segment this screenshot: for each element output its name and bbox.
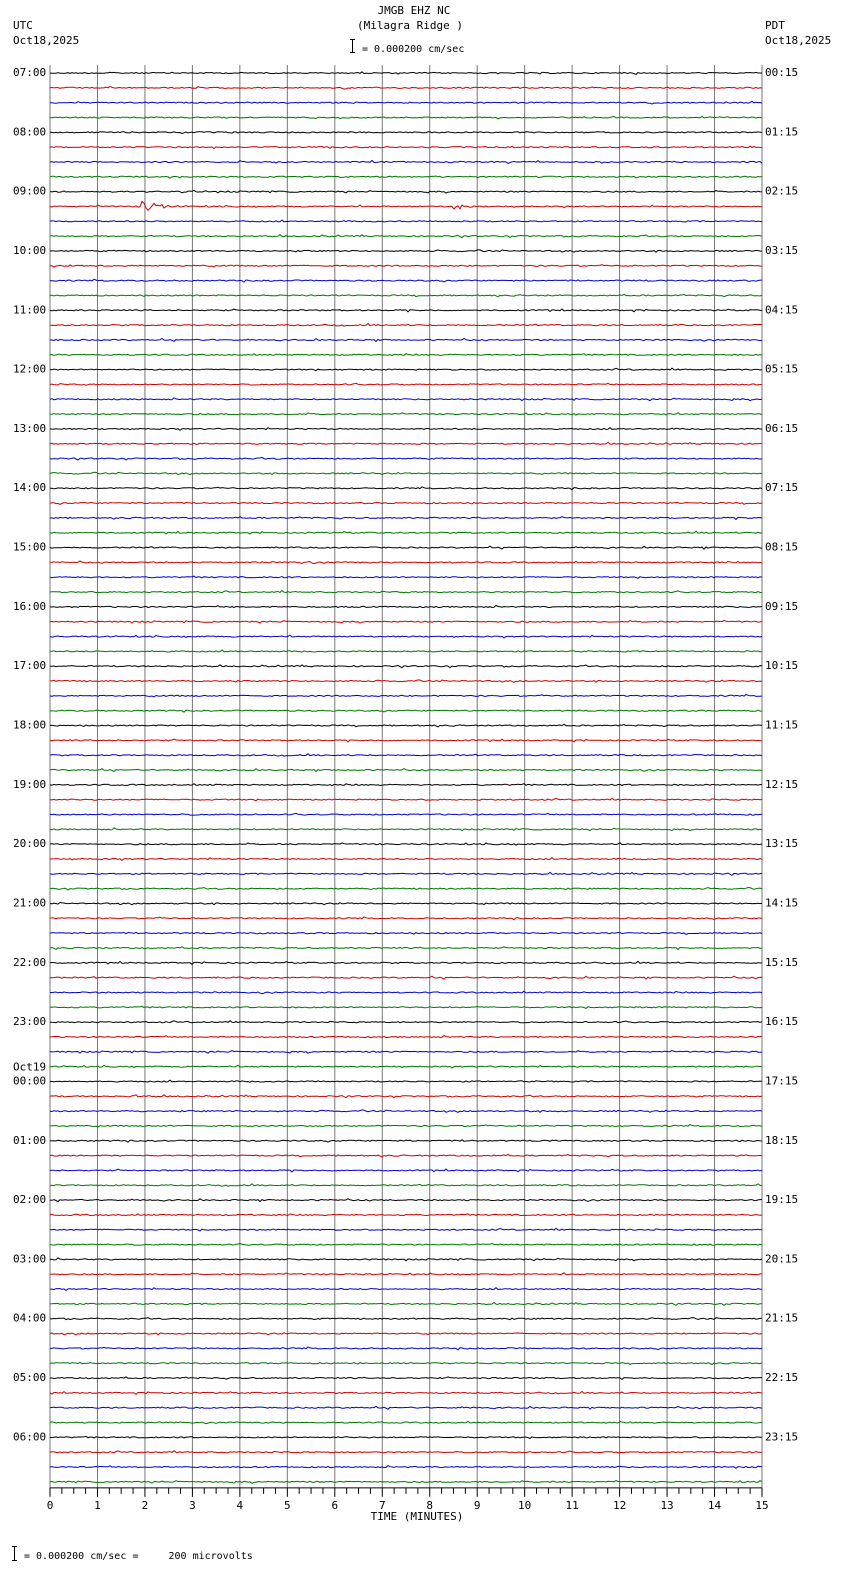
x-tick-label-13: 13 bbox=[660, 1498, 674, 1512]
trace-row-48 bbox=[50, 784, 762, 786]
trace-row-93 bbox=[50, 1451, 762, 1453]
trace-row-36 bbox=[50, 605, 762, 607]
utc-label-5: 12:00 bbox=[13, 362, 47, 376]
trace-row-17 bbox=[50, 324, 762, 327]
trace-row-50 bbox=[50, 813, 762, 815]
trace-row-59 bbox=[50, 947, 762, 950]
trace-row-77 bbox=[50, 1214, 762, 1216]
trace-row-30 bbox=[50, 517, 762, 520]
utc-label-19: 02:00 bbox=[13, 1193, 47, 1207]
trace-row-3 bbox=[50, 116, 762, 119]
left-date: Oct18,2025 bbox=[13, 34, 80, 47]
utc-label-17: 00:00 bbox=[13, 1074, 47, 1088]
trace-row-38 bbox=[50, 635, 762, 638]
trace-row-88 bbox=[50, 1377, 762, 1380]
utc-label-16: 23:00 bbox=[13, 1015, 47, 1029]
date-change-label: Oct19 bbox=[13, 1060, 47, 1074]
trace-row-53 bbox=[50, 858, 762, 861]
x-tick-label-1: 1 bbox=[94, 1498, 101, 1512]
trace-row-91 bbox=[50, 1421, 762, 1423]
trace-row-34 bbox=[50, 576, 762, 578]
utc-label-3: 10:00 bbox=[13, 243, 47, 257]
trace-row-63 bbox=[50, 1006, 762, 1008]
trace-row-41 bbox=[50, 680, 762, 682]
pdt-label-11: 11:15 bbox=[765, 718, 799, 732]
trace-row-92 bbox=[50, 1436, 762, 1438]
x-axis bbox=[47, 1488, 769, 1512]
left-timezone: UTC bbox=[13, 19, 33, 32]
trace-row-70 bbox=[50, 1110, 762, 1112]
trace-row-95 bbox=[50, 1481, 762, 1484]
utc-label-13: 20:00 bbox=[13, 837, 47, 851]
footer-scale-note: = 0.000200 cm/sec = 200 microvolts bbox=[24, 1551, 253, 1562]
x-axis-label: TIME (MINUTES) bbox=[370, 1510, 464, 1523]
pdt-label-1: 01:15 bbox=[765, 125, 799, 139]
utc-label-2: 09:00 bbox=[13, 184, 47, 198]
trace-row-82 bbox=[50, 1288, 762, 1291]
trace-row-51 bbox=[50, 828, 762, 831]
pdt-label-15: 15:15 bbox=[765, 955, 799, 969]
trace-row-71 bbox=[50, 1125, 762, 1128]
trace-row-64 bbox=[50, 1021, 762, 1023]
pdt-label-17: 17:15 bbox=[765, 1074, 799, 1088]
trace-row-56 bbox=[50, 903, 762, 905]
pdt-label-12: 12:15 bbox=[765, 777, 799, 791]
x-tick-label-11: 11 bbox=[565, 1498, 579, 1512]
trace-row-75 bbox=[50, 1184, 762, 1187]
trace-row-66 bbox=[50, 1051, 762, 1054]
trace-row-13 bbox=[50, 265, 762, 267]
footer-scale-cap-top bbox=[12, 1546, 17, 1547]
trace-row-15 bbox=[50, 294, 762, 297]
trace-row-16 bbox=[50, 309, 762, 312]
x-tick-label-8: 8 bbox=[426, 1498, 434, 1512]
trace-row-19 bbox=[50, 354, 762, 356]
trace-row-67 bbox=[50, 1065, 762, 1068]
trace-row-37 bbox=[50, 620, 762, 623]
trace-row-2 bbox=[50, 101, 762, 104]
trace-row-65 bbox=[50, 1036, 762, 1038]
trace-row-10 bbox=[50, 220, 762, 222]
trace-row-0 bbox=[50, 72, 762, 75]
x-tick-label-2: 2 bbox=[141, 1498, 149, 1512]
trace-row-7 bbox=[50, 176, 762, 178]
trace-row-81 bbox=[50, 1273, 762, 1275]
trace-row-45 bbox=[50, 739, 762, 742]
trace-row-69 bbox=[50, 1095, 762, 1098]
trace-row-86 bbox=[50, 1347, 762, 1350]
x-tick-label-3: 3 bbox=[189, 1498, 196, 1512]
trace-row-89 bbox=[50, 1391, 762, 1394]
trace-row-12 bbox=[50, 250, 762, 252]
trace-row-84 bbox=[50, 1318, 762, 1320]
trace-row-58 bbox=[50, 932, 762, 934]
utc-label-9: 16:00 bbox=[13, 599, 47, 613]
footer-scale-cap-bottom bbox=[12, 1560, 17, 1561]
trace-row-8 bbox=[50, 190, 762, 193]
utc-label-4: 11:00 bbox=[13, 303, 47, 317]
trace-row-35 bbox=[50, 591, 762, 593]
utc-label-18: 01:00 bbox=[13, 1133, 47, 1147]
trace-row-79 bbox=[50, 1243, 762, 1245]
trace-row-4 bbox=[50, 132, 762, 134]
pdt-label-22: 22:15 bbox=[765, 1371, 799, 1385]
x-tick-label-12: 12 bbox=[612, 1498, 627, 1512]
right-timezone: PDT bbox=[765, 19, 785, 32]
trace-row-28 bbox=[50, 487, 762, 490]
utc-label-1: 08:00 bbox=[13, 125, 47, 139]
x-tick-label-10: 10 bbox=[518, 1498, 532, 1512]
trace-row-55 bbox=[50, 888, 762, 891]
trace-row-40 bbox=[50, 665, 762, 668]
trace-row-29 bbox=[50, 502, 762, 504]
trace-row-26 bbox=[50, 457, 762, 460]
trace-row-68 bbox=[50, 1080, 762, 1082]
utc-label-7: 14:00 bbox=[13, 481, 47, 495]
utc-label-14: 21:00 bbox=[13, 896, 47, 910]
trace-row-14 bbox=[50, 279, 762, 282]
pdt-label-10: 10:15 bbox=[765, 659, 799, 673]
trace-row-61 bbox=[50, 976, 762, 979]
site-name: (Milagra Ridge ) bbox=[357, 19, 463, 32]
trace-row-5 bbox=[50, 146, 762, 148]
trace-row-9 bbox=[50, 202, 762, 211]
footer-scale-icon bbox=[14, 1546, 15, 1560]
trace-row-1 bbox=[50, 86, 762, 89]
trace-row-20 bbox=[50, 368, 762, 371]
trace-row-33 bbox=[50, 561, 762, 564]
pdt-label-19: 19:15 bbox=[765, 1193, 799, 1207]
utc-label-10: 17:00 bbox=[13, 659, 47, 673]
trace-row-73 bbox=[50, 1154, 762, 1157]
pdt-label-21: 21:15 bbox=[765, 1311, 799, 1325]
trace-row-27 bbox=[50, 472, 762, 474]
pdt-label-23: 23:15 bbox=[765, 1430, 799, 1444]
utc-label-11: 18:00 bbox=[13, 718, 47, 732]
x-tick-label-9: 9 bbox=[473, 1498, 481, 1512]
trace-row-11 bbox=[50, 235, 762, 238]
trace-row-6 bbox=[50, 161, 762, 164]
utc-label-22: 05:00 bbox=[13, 1371, 47, 1385]
x-tick-label-15: 15 bbox=[755, 1498, 769, 1512]
pdt-label-18: 18:15 bbox=[765, 1133, 799, 1147]
trace-row-76 bbox=[50, 1199, 762, 1202]
trace-row-85 bbox=[50, 1333, 762, 1335]
trace-row-25 bbox=[50, 442, 762, 444]
pdt-label-8: 08:15 bbox=[765, 540, 799, 554]
right-date: Oct18,2025 bbox=[765, 34, 832, 47]
scale-label: = 0.000200 cm/sec bbox=[362, 44, 465, 55]
trace-row-78 bbox=[50, 1228, 762, 1231]
utc-label-8: 15:00 bbox=[13, 540, 47, 554]
pdt-label-20: 20:15 bbox=[765, 1252, 799, 1266]
pdt-label-9: 09:15 bbox=[765, 599, 799, 613]
pdt-label-2: 02:15 bbox=[765, 184, 799, 198]
trace-row-47 bbox=[50, 769, 762, 772]
pdt-label-4: 04:15 bbox=[765, 303, 799, 317]
trace-row-44 bbox=[50, 724, 762, 727]
trace-row-31 bbox=[50, 531, 762, 534]
trace-row-23 bbox=[50, 413, 762, 415]
x-tick-label-4: 4 bbox=[236, 1498, 244, 1512]
trace-row-24 bbox=[50, 428, 762, 431]
trace-row-42 bbox=[50, 694, 762, 697]
x-tick-label-0: 0 bbox=[46, 1498, 54, 1512]
pdt-hour-labels bbox=[765, 66, 798, 1443]
trace-row-21 bbox=[50, 383, 762, 385]
pdt-label-7: 07:15 bbox=[765, 481, 799, 495]
utc-label-0: 07:00 bbox=[13, 66, 47, 79]
trace-row-90 bbox=[50, 1406, 762, 1409]
trace-row-83 bbox=[50, 1303, 762, 1306]
pdt-label-3: 03:15 bbox=[765, 243, 799, 257]
trace-row-87 bbox=[50, 1362, 762, 1364]
x-tick-label-14: 14 bbox=[707, 1498, 722, 1512]
pdt-label-13: 13:15 bbox=[765, 837, 799, 851]
utc-label-12: 19:00 bbox=[13, 777, 47, 791]
utc-label-21: 04:00 bbox=[13, 1311, 47, 1325]
trace-lines bbox=[50, 72, 762, 1484]
trace-row-80 bbox=[50, 1258, 762, 1261]
utc-label-15: 22:00 bbox=[13, 955, 47, 969]
trace-row-94 bbox=[50, 1466, 762, 1469]
x-tick-label-6: 6 bbox=[331, 1498, 339, 1512]
x-tick-label-5: 5 bbox=[284, 1498, 291, 1512]
utc-hour-labels bbox=[13, 66, 46, 1443]
utc-label-20: 03:00 bbox=[13, 1252, 47, 1266]
trace-row-49 bbox=[50, 798, 762, 801]
trace-row-52 bbox=[50, 843, 762, 845]
trace-row-43 bbox=[50, 710, 762, 712]
trace-row-18 bbox=[50, 339, 762, 342]
pdt-label-6: 06:15 bbox=[765, 421, 799, 435]
pdt-label-5: 05:15 bbox=[765, 362, 799, 376]
pdt-label-0: 00:15 bbox=[765, 66, 799, 79]
trace-row-57 bbox=[50, 917, 762, 920]
pdt-label-16: 16:15 bbox=[765, 1015, 799, 1029]
trace-row-22 bbox=[50, 398, 762, 401]
trace-row-46 bbox=[50, 754, 762, 757]
pdt-label-14: 14:15 bbox=[765, 896, 799, 910]
station-title: JMGB EHZ NC bbox=[377, 4, 451, 17]
trace-row-74 bbox=[50, 1169, 762, 1172]
trace-row-72 bbox=[50, 1140, 762, 1142]
trace-row-39 bbox=[50, 650, 762, 652]
trace-row-62 bbox=[50, 991, 762, 993]
trace-row-60 bbox=[50, 961, 762, 964]
utc-label-6: 13:00 bbox=[13, 421, 47, 435]
trace-row-32 bbox=[50, 546, 762, 549]
trace-row-54 bbox=[50, 872, 762, 875]
utc-label-23: 06:00 bbox=[13, 1430, 47, 1444]
x-tick-label-7: 7 bbox=[378, 1498, 386, 1512]
